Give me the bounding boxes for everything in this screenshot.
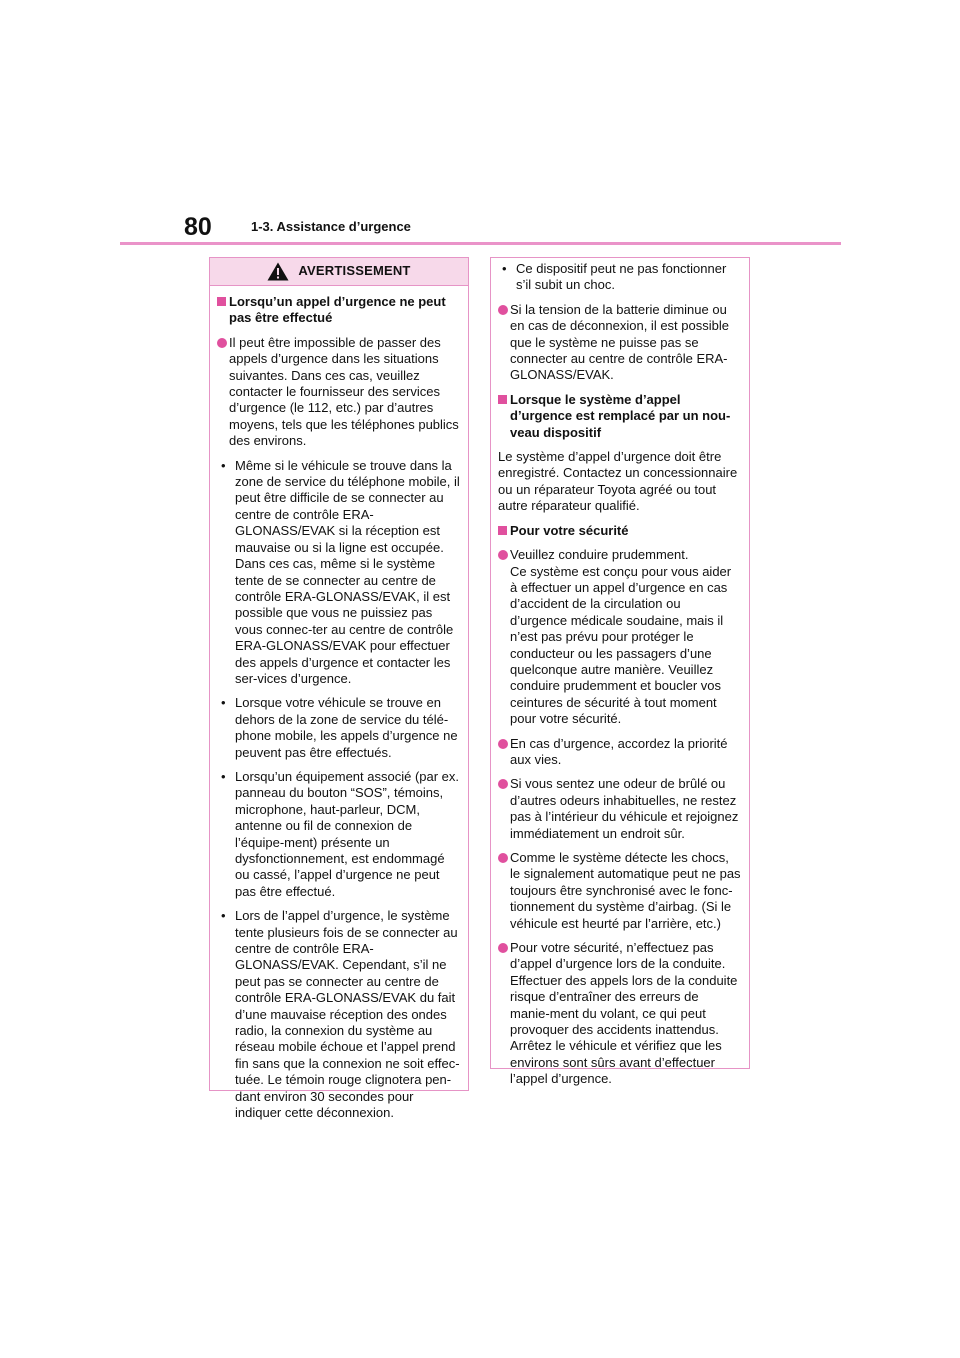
list-item-text: Pour votre sécurité, n’effectuez pas d’appel d’urgence lors de la conduite. Effectuer des appels lors de la conduite risque d’entraîner des erreurs de manie-ment du volant, ce qui peut provoquer des accidents inattendus. Arrêtez le véhicule et vérifiez que les environs sont sûrs avant d’effectuer l’appel d’urgence. [510,940,738,1087]
replacement-heading-text: Lorsque le système d’appel d’urgence est remplacé par un nou-veau dispositif [510,391,731,440]
bullet-icon: • [221,908,226,924]
bullet-text: Ce dispositif peut ne pas fonctionner s’il subit un choc. [516,261,727,293]
warning-triangle-icon [267,262,289,281]
list-item [217,335,460,450]
warning-box [209,257,469,1121]
circle-marker-icon [498,853,508,863]
list-item-text: En cas d’urgence, accordez la priorité aux vies. [510,735,728,767]
circle-marker-icon [498,550,508,560]
circle-marker-icon [217,338,227,348]
list-item [498,547,741,727]
continuation-content [491,258,749,1088]
bullet-text: Même si le véhicule se trouve dans la zone de service du téléphone mobile, il peut être difficile de se connecter au centre de contrôle ERA-GLONASS/EVAK si la réception est mauvaise ou si la ligne est occupée. Dans ces cas, même si le système tente de se connecter au centre de contrôle ERA-GLONASS/EVAK, il est possible que vous ne puissiez pas vous connec-ter au centre de contrôle ERA-GLONASS/EVAK pour effectuer des appels d’urgence et contacter les ser-vices d’urgence. [235,457,460,686]
safety-heading [498,523,741,539]
circle-marker-icon [498,943,508,953]
bullet-item [217,458,460,688]
list-item [498,736,741,769]
warning-heading-text: Lorsqu’un appel d’urgence ne peut pas être effectué [229,294,446,326]
section-title: 1-3. Assistance d’urgence [251,219,411,234]
page-number: 80 [184,213,212,241]
bullet-item [217,769,460,900]
bullet-text: Lors de l’appel d’urgence, le système tente plusieurs fois de se connecter au centre de contrôle ERA-GLONASS/EVAK. Cependant, s’il ne peut pas se connecter au centre de contrôle ERA-GLONASS/EVAK du fait d’une mauvaise réception des ondes radio, la connexion du système au réseau mobile échoue et l’appel prend fin sans que la connexion ne soit effec-tuée. Le témoin rouge clignotera pen-dant environ 30 secondes pour indiquer cette déconnexion. [235,908,460,1121]
bullet-icon: • [502,261,507,276]
bullet-text: Lorsque votre véhicule se trouve en dehors de la zone de service du télé-phone mobile, les appels d’urgence ne peuvent pas être effectués. [235,695,458,760]
list-item [498,776,741,842]
list-item [498,850,741,932]
list-item-text: Il peut être impossible de passer des appels d’urgence dans les situations suivantes. Dans ces cas, veuillez contacter le fournisseur des services d’urgence (le 112, etc.) par d’autres moyens, tels que les téléphones publics des environs. [229,334,459,449]
replacement-paragraph: Le système d’appel d’urgence doit être enregistré. Contactez un concessionnaire ou un réparateur Toyota agréé ou tout autre réparateur qualifié. [498,449,738,514]
bullet-item [217,695,460,761]
circle-marker-icon [498,739,508,749]
circle-marker-icon [498,305,508,315]
bullet-icon: • [221,768,226,784]
list-item [498,940,741,1088]
warning-content [210,286,468,1122]
bullet-text: Lorsqu’un équipement associé (par ex. panneau du bouton “SOS”, témoins, microphone, haut-parleur, DCM, antenne ou fil de connexion de l’équipe-ment) présente un dysfonctionnement, est endommagé ou cassé, l’appel d’urgence ne peut pas être effectué. [235,768,460,899]
circle-marker-icon [498,779,508,789]
warning-header [210,258,468,286]
square-marker-icon [217,297,226,306]
bullet-icon: • [221,457,226,473]
list-item-text: Si la tension de la batterie diminue ou en cas de déconnexion, il est possible que le système ne puisse pas se connecter au centre de contrôle ERA-GLONASS/EVAK. [510,301,729,383]
list-item-text: Si vous sentez une odeur de brûlé ou d’autres odeurs inhabituelles, ne restez pas à l’intérieur du véhicule et rejoignez immédiatement un endroit sûr. [510,776,739,841]
list-item-text: Comme le système détecte les chocs, le signalement automatique peut ne pas toujours être synchronisé avec le fonc-tionnement du système d’airbag. (Si le véhicule est heurté par l’arrière, etc.) [510,850,741,931]
list-item [498,302,741,384]
bullet-item [498,261,741,294]
bullet-item [217,908,460,1121]
warning-heading [217,294,460,327]
square-marker-icon [498,395,507,404]
warning-title: AVERTISSEMENT [298,263,411,279]
bullet-icon: • [221,695,226,711]
replacement-heading [498,392,741,441]
list-item-text: Veuillez conduire prudemment. Ce système est conçu pour vous aider à effectuer un appel d’urgence en cas d’accident de la circulation ou d’urgence médicale soudaine, mais il n’est pas prévu pour protéger le conducteur ou les passagers d’une quelconque autre manière. Veuillez conduire prudemment et boucler vos ceintures de sécurité à tout moment pour votre sécurité. [510,547,732,727]
square-marker-icon [498,526,507,535]
safety-heading-text: Pour votre sécurité [510,522,629,538]
header-rule [120,242,841,245]
continuation-box [490,257,750,1087]
